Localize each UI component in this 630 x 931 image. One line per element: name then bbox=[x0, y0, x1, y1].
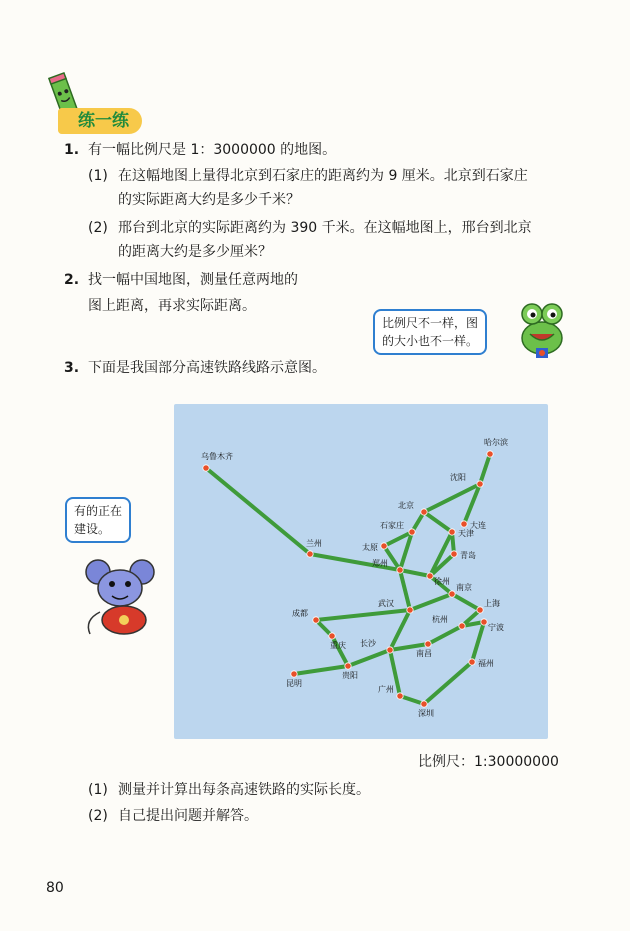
frog-bubble-line-1: 比例尺不一样，图 bbox=[382, 316, 479, 330]
station-dot-changsha bbox=[387, 647, 393, 653]
city-label-hangzhou: 杭州 bbox=[432, 615, 448, 624]
station-dot-chongqing bbox=[329, 633, 335, 639]
exercise-2-line-1: 找一幅中国地图，测量任意两地的 bbox=[88, 272, 298, 288]
station-dot-kunming bbox=[291, 671, 297, 677]
city-label-tianjin: 天津 bbox=[458, 529, 474, 538]
rail-line-fuzhou-shenzhen bbox=[424, 662, 472, 704]
rail-line-changsha-wuhan bbox=[390, 610, 410, 650]
station-dot-beijing bbox=[421, 509, 427, 515]
city-label-qingdao: 青岛 bbox=[460, 551, 476, 560]
exercise-3-text: 下面是我国部分高速铁路线路示意图。 bbox=[88, 360, 326, 376]
station-dot-shenzhen bbox=[421, 701, 427, 707]
city-label-wulumuqi: 乌鲁木齐 bbox=[201, 452, 233, 461]
rail-line-wulumuqi-lanzhou bbox=[206, 468, 310, 554]
rail-line-ningbo-fuzhou bbox=[472, 622, 484, 662]
exercise-3-number: 3. bbox=[64, 360, 80, 376]
rail-line-nanchang-hangzhou bbox=[428, 626, 462, 644]
frog-bubble-line-2: 的大小也不一样。 bbox=[382, 334, 479, 348]
exercise-1-part-2-line-2: 的距离大约是多少厘米？ bbox=[118, 244, 272, 260]
section-title: 练一练 bbox=[78, 111, 129, 131]
page-number: 80 bbox=[46, 880, 64, 896]
city-label-shanghai: 上海 bbox=[484, 599, 500, 608]
station-dot-haerbin bbox=[487, 451, 493, 457]
exercise-1-part-1-number: (1) bbox=[88, 168, 108, 184]
exercise-3-part-2-number: (2) bbox=[88, 808, 108, 824]
city-label-chongqing: 重庆 bbox=[330, 641, 346, 650]
exercise-1-part-2-line-1: 邢台到北京的实际距离约为 390 千米。在这幅地图上，邢台到北京 bbox=[118, 220, 532, 236]
station-dot-shijiazhuang bbox=[409, 529, 415, 535]
city-label-chengdu: 成都 bbox=[292, 609, 308, 618]
city-label-nanjing: 南京 bbox=[456, 583, 472, 592]
city-label-beijing: 北京 bbox=[398, 501, 414, 510]
rail-line-shenzhen-guangzhou bbox=[400, 696, 424, 704]
rail-line-beijing-tianjin bbox=[424, 512, 452, 532]
rail-line-nanjing-shanghai bbox=[452, 594, 480, 610]
city-label-haerbin: 哈尔滨 bbox=[484, 438, 508, 447]
station-dot-nanchang bbox=[425, 641, 431, 647]
exercise-2-line-2: 图上距离，再求实际距离。 bbox=[88, 298, 256, 314]
city-label-shenyang: 沈阳 bbox=[450, 473, 466, 482]
rail-line-guiyang-kunming bbox=[294, 666, 348, 674]
exercise-1-number: 1. bbox=[64, 142, 80, 158]
city-label-taiyuan: 太原 bbox=[362, 543, 378, 552]
city-label-nanchang: 南昌 bbox=[416, 649, 432, 658]
station-dot-shenyang bbox=[477, 481, 483, 487]
station-dot-zhengzhou bbox=[397, 567, 403, 573]
city-label-fuzhou: 福州 bbox=[478, 659, 494, 668]
station-dot-tianjin bbox=[449, 529, 455, 535]
rail-line-wuhan-nanjing bbox=[410, 594, 452, 610]
station-dot-chengdu bbox=[313, 617, 319, 623]
city-label-wuhan: 武汉 bbox=[378, 599, 394, 608]
rail-line-wuhan-zhengzhou bbox=[400, 570, 410, 610]
city-label-dalian: 大连 bbox=[470, 521, 486, 530]
city-label-changsha: 长沙 bbox=[360, 639, 376, 648]
station-dot-shanghai bbox=[477, 607, 483, 613]
station-dot-qingdao bbox=[451, 551, 457, 557]
station-dot-taiyuan bbox=[381, 543, 387, 549]
station-dot-dalian bbox=[461, 521, 467, 527]
exercise-1-part-1-line-1: 在这幅地图上量得北京到石家庄的距离约为 9 厘米。北京到石家庄 bbox=[118, 168, 528, 184]
city-label-xuzhou: 徐州 bbox=[434, 577, 450, 586]
map-scale-label: 比例尺：1:30000000 bbox=[418, 754, 559, 770]
mouse-speech-bubble bbox=[65, 497, 131, 543]
rail-line-haerbin-shenyang bbox=[480, 454, 490, 484]
station-dot-xuzhou bbox=[427, 573, 433, 579]
exercise-3-part-2-text: 自己提出问题并解答。 bbox=[118, 808, 258, 824]
frog-mascot-icon bbox=[510, 296, 574, 360]
city-label-shijiazhuang: 石家庄 bbox=[380, 521, 404, 530]
exercise-2-number: 2. bbox=[64, 272, 80, 288]
city-label-guiyang: 贵阳 bbox=[342, 671, 358, 680]
mouse-bubble-line-1: 有的正在 bbox=[74, 504, 123, 518]
station-dot-wulumuqi bbox=[203, 465, 209, 471]
exercise-1-text: 有一幅比例尺是 1：3000000 的地图。 bbox=[88, 142, 337, 158]
city-label-kunming: 昆明 bbox=[286, 679, 302, 688]
city-label-guangzhou: 广州 bbox=[378, 685, 394, 694]
station-dot-fuzhou bbox=[469, 659, 475, 665]
station-dot-hangzhou bbox=[459, 623, 465, 629]
city-label-ningbo: 宁波 bbox=[488, 623, 504, 632]
mouse-bubble-line-2: 建设。 bbox=[74, 522, 111, 536]
rail-line-wuhan-chengdu bbox=[316, 610, 410, 620]
station-dot-wuhan bbox=[407, 607, 413, 613]
exercise-1-part-1-line-2: 的实际距离大约是多少千米？ bbox=[118, 192, 300, 208]
rail-line-zhengzhou-xuzhou bbox=[400, 570, 430, 576]
station-dot-guiyang bbox=[345, 663, 351, 669]
rail-line-tianjin-xuzhou bbox=[430, 532, 452, 576]
city-label-shenzhen: 深圳 bbox=[418, 709, 434, 718]
frog-speech-bubble bbox=[373, 309, 487, 355]
city-label-zhengzhou: 郑州 bbox=[372, 559, 388, 568]
station-dot-lanzhou bbox=[307, 551, 313, 557]
high-speed-rail-map bbox=[174, 404, 548, 739]
rail-line-changsha-guiyang bbox=[348, 650, 390, 666]
station-dot-nanjing bbox=[449, 591, 455, 597]
city-label-lanzhou: 兰州 bbox=[306, 539, 322, 548]
exercise-3-part-1-number: (1) bbox=[88, 782, 108, 798]
station-dot-ningbo bbox=[481, 619, 487, 625]
station-dot-guangzhou bbox=[397, 693, 403, 699]
exercise-3-part-1-text: 测量并计算出每条高速铁路的实际长度。 bbox=[118, 782, 370, 798]
mouse-mascot-icon bbox=[80, 556, 160, 638]
exercise-1-part-2-number: (2) bbox=[88, 220, 108, 236]
